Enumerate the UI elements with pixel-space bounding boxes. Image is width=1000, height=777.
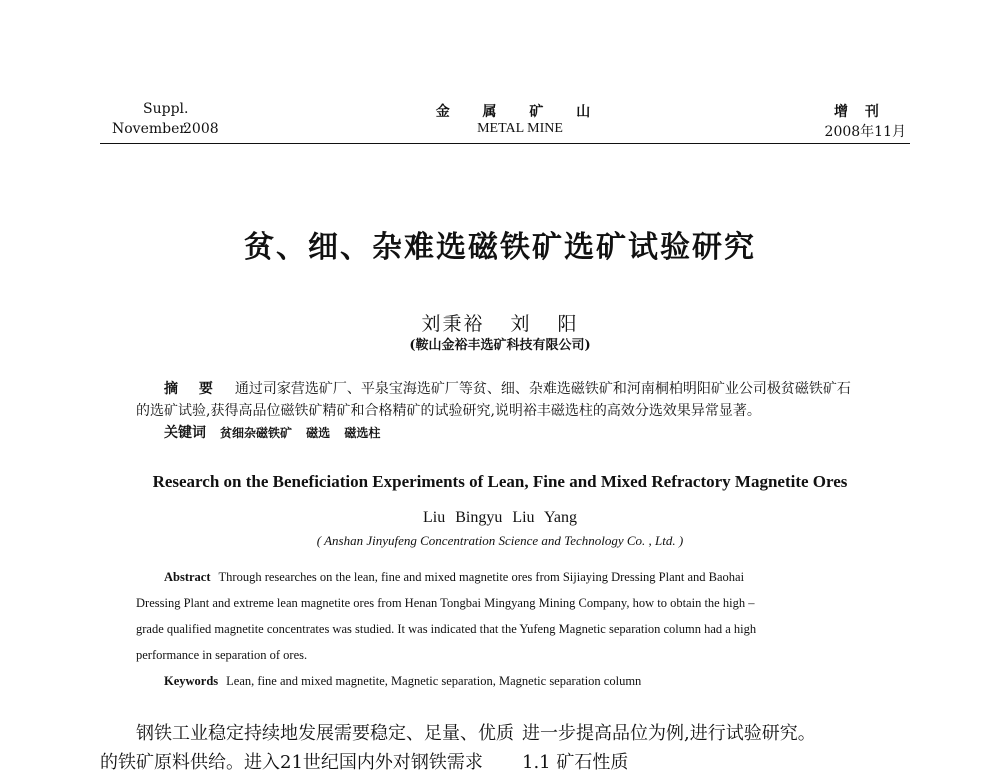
header-rule (100, 143, 910, 144)
body-right-line2: 1.1 矿石性质 (522, 752, 629, 773)
header-date-cn: 2008年11月 (824, 124, 906, 140)
header-year: 2008 (183, 121, 219, 137)
keywords-cn-text: 贫细杂磁铁矿 磁选 磁选柱 (220, 426, 381, 440)
authors-cn: 刘秉裕 刘 阳 (421, 313, 579, 335)
body-right-line1: 进一步提高品位为例,进行试验研究。 (522, 723, 816, 744)
keywords-en-text: Lean, fine and mixed magnetite, Magnetic separation, Magnetic separation column (226, 674, 642, 688)
keywords-en-label: Keywords (164, 674, 219, 688)
header-month: November (112, 121, 187, 137)
abstract-cn-line1: 通过司家营选矿厂、平泉宝海选矿厂等贫、细、杂难选磁铁矿和河南桐柏明阳矿业公司极贫磁铁矿石 (234, 381, 851, 397)
header-supplement-cn: 增 刊 (834, 104, 885, 120)
authors-en: Liu Bingyu Liu Yang (422, 509, 577, 526)
abstract-cn-label: 摘 要 (164, 381, 221, 397)
keywords-cn-label: 关键词 (164, 425, 206, 441)
abstract-en-line2: Dressing Plant and extreme lean magnetite ores from Henan Tongbai Mingyang Mining Company, how to obtain the high – (136, 596, 755, 610)
body-left-line2: 的铁矿原料供给。进入21世纪国内外对钢铁需求 (100, 752, 483, 773)
abstract-en-line1: Through researches on the lean, fine and mixed magnetite ores from Sijiaying Dressing Plant and Baohai (218, 570, 745, 584)
paper-title-cn: 贫、细、杂难选磁铁矿选矿试验研究 (244, 230, 756, 265)
header-suppl: Suppl. (143, 101, 189, 117)
journal-name-en: METAL MINE (477, 121, 563, 136)
body-left-line1: 钢铁工业稳定持续地发展需要稳定、足量、优质 (136, 723, 514, 744)
affiliation-cn: (鞍山金裕丰选矿科技有限公司) (409, 338, 591, 353)
abstract-cn (136, 378, 916, 444)
affiliation-en: ( Anshan Jinyufeng Concentration Science and Technology Co. , Ltd. ) (316, 533, 684, 548)
abstract-en-label: Abstract (164, 570, 211, 584)
abstract-en-line4: performance in separation of ores. (136, 648, 308, 662)
abstract-en (136, 564, 876, 694)
body-left-column (100, 719, 514, 777)
paper-title-en: Research on the Beneficiation Experiments of Lean, Fine and Mixed Refractory Magnetite Ores (152, 472, 848, 491)
abstract-en-line3: grade qualified magnetite concentrates was studied. It was indicated that the Yufeng Magnetic separation column had a high (136, 622, 757, 636)
journal-name-cn: 金 属 矿 山 (435, 104, 605, 120)
abstract-cn-line2: 的选矿试验,获得高品位磁铁矿精矿和合格精矿的试验研究,说明裕丰磁选柱的高效分选效果异常显著。 (136, 403, 761, 419)
body-right-column (522, 719, 922, 777)
